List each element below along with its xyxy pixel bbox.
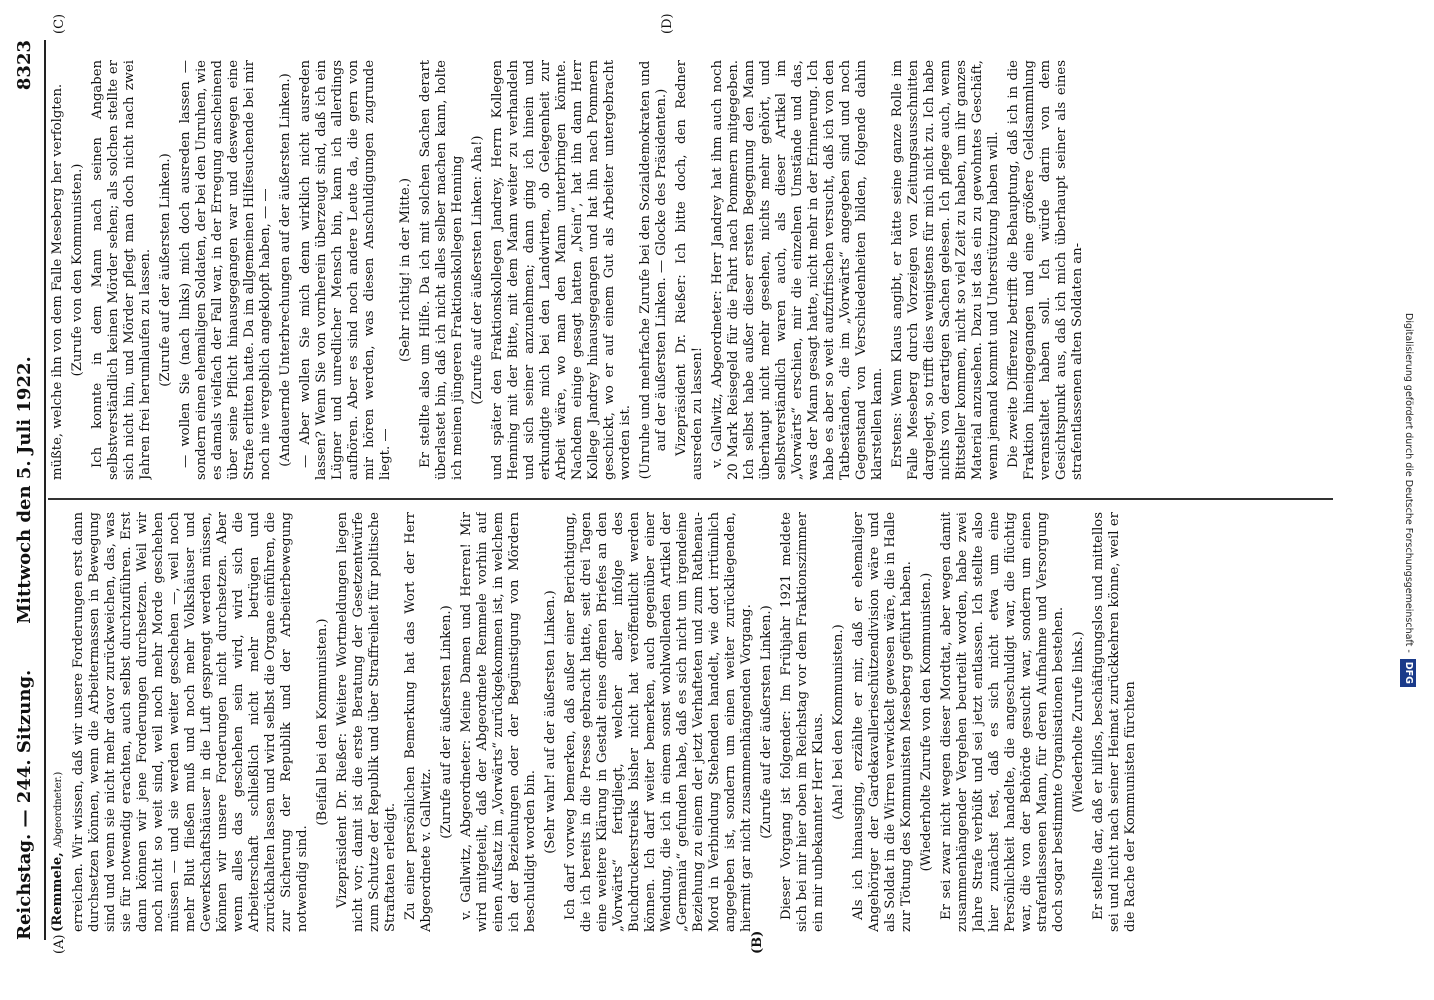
- header-left: Reichstag. — 244. Sitzung.: [14, 669, 35, 940]
- paragraph: Dieser Vorgang ist folgender: Im Frühjahr 1921 meldete sich bei mir hier oben im Reichstag vor dem Fraktionszimmer ein mir unbekannter Herr Klaus.: [779, 512, 826, 932]
- right-column: [50, 60, 1330, 480]
- paragraph: — wollen Sie (nach links) mich doch ausreden lassen — sondern einen ehemaligen Soldaten, der bei den Unruhen, wie es damals vielfach der Fall war, in der Erregung anscheinend über seine Pflicht hinausgegangen war und deswegen eine Strafe erlitten hatte. Da im allgemeinen Hilfesuchende bei mir noch nie vergeblich angeklopft haben, — —: [178, 60, 273, 480]
- paragraph: Die zweite Differenz betrifft die Behauptung, daß ich in die Fraktion hineingegangen und eine größere Geldsammlung veranstaltet haben soll. Ich würde darin von dem Gesichtspunkt aus, daß ich mich überhaupt seiner als eines strafentlassenen alten Soldaten an-: [1006, 60, 1085, 480]
- interjection: (Wiederholte Zurufe von den Kommunisten.): [919, 572, 934, 872]
- paragraph: — Aber wollen Sie mich denn wirklich nicht ausreden lassen? Wenn Sie von vornherein überzeugt sind, daß ich ein Lügner und unredlicher Mensch bin, kann ich allerdings aufhören. Aber es sind noch andere Leute da, die gern von mir hören werden, was diesen Anschuldigungen zugrunde liegt. —: [298, 60, 393, 480]
- left-column: [50, 512, 1330, 932]
- margin-mark-d: (D): [660, 13, 675, 34]
- running-header: [14, 40, 40, 940]
- paragraph: Er stellte also um Hilfe. Da ich mit solchen Sachen derart überlastet bin, daß ich nicht alles selber machen kann, holte ich meinen jüngeren Fraktionskollegen Henning: [418, 60, 465, 480]
- paragraph: Er sei zwar nicht wegen dieser Mordtat, aber wegen damit zusammenhängender Vergehen beurteilt worden, habe zwei Jahre Strafe verbüßt und sei jetzt entlassen. Ich stellte also hier zunächst fest, daß es sich nicht etwa um eine Persönlichkeit handelte, die angeschuldigt war, die flüchtig war, die von der Behörde gesucht war, sondern um einen strafentlassenen Mann, für deren Aufnahme und Versorgung doch sogar bestimmte Organisationen bestehen.: [939, 512, 1066, 932]
- paragraph: erreichen. Wir wissen, daß wir unsere Forderungen erst dann durchsetzen können, wenn die Arbeitermassen in Bewegung sind und wenn sie nicht mehr davor zurückweichen, das, was sie für notwendig erachten, auch selbst durchzuführen. Erst dann können wir jene Forderungen durchsetzen. Weil wir noch nicht so weit sind, weil noch mehr Morde geschehen müssen — und sie werden weiter geschehen —, weil noch mehr Blut fließen muß und noch mehr Volkshäuser und Gewerkschaftshäuser in die Luft gesprengt werden müssen, können wir unsere Forderungen nicht durchsetzen. Aber wenn alles das geschehen sein wird, wird sich die Arbeiterschaft schließlich nicht mehr betrügen und zurückhalten lassen und wird selbst die Organe einführen, die zur Sicherung der Republik und der Arbeiterbewegung notwendig sind.: [71, 512, 310, 932]
- interjection: (Sehr wahr! auf der äußersten Linken.): [543, 590, 558, 854]
- paragraph: Als ich hinausging, erzählte er mir, daß er ehemaliger Angehöriger der Gardekavallerieschützendivision wäre und als Soldat in die Wirren verwickelt gewesen wäre, die in Halle zur Tötung des Kommunisten Meseberg geführt haben.: [851, 512, 914, 932]
- paragraph: müßte, welche ihn von dem Falle Meseberg her verfolgten.: [50, 83, 65, 480]
- margin-mark-a: (A): [52, 934, 67, 954]
- interjection: (Sehr richtig! in der Mitte.): [398, 178, 413, 362]
- header-date: Mittwoch den 5. Juli 1922.: [14, 356, 35, 624]
- interjection: (Wiederholte Zurufe links.): [1071, 631, 1086, 813]
- paragraph: v. Gallwitz, Abgeordneter: Meine Damen und Herren! Mir wird mitgeteilt, daß der Abgeordnete Remmele vorhin auf einen Aufsatz im „Vorwärts“ zurückgekommen ist, in welchem ich der Beziehungen oder der Begünstigung von Mördern beschuldigt worden bin.: [459, 512, 538, 932]
- interjection: (Zurufe auf der äußersten Linken.): [759, 605, 774, 839]
- interjection: (Zurufe auf der äußersten Linken.): [158, 153, 173, 387]
- interjection: (Zurufe auf der äußersten Linken: Aha!): [470, 135, 485, 405]
- interjection: (Zurufe auf der äußersten Linken.): [439, 605, 454, 839]
- interjection: (Unruhe und mehrfache Zurufe bei den Sozialdemokraten und auf der äußersten Linken. — Glocke des Präsidenten.): [638, 60, 669, 480]
- paragraph: v. Gallwitz, Abgeordneter: Herr Jandrey hat ihm auch noch 20 Mark Reisegeld für die Fahrt nach Pommern mitgegeben. Ich selbst habe außer dieser ersten Begegnung den Mann überhaupt nicht mehr gesehen, nichts mehr gehört, und selbstverständlich waren auch, als dieser Artikel im „Vorwärts“ erschien, mir die einzelnen Umstände und das, was der Mann gesagt hatte, nicht mehr in der Erinnerung. Ich habe es aber so weit aufzufrischen versucht, daß ich von den Tatbeständen, die im „Vorwärts“ angegeben sind und noch Gegenstand von Verschiedenheiten bilden, folgende dahin klarstellen kann.: [710, 60, 885, 480]
- paragraph: Ich konnte in dem Mann nach seinen Angaben selbstverständlich keinen Mörder sehen; als solchen stellte er sich nicht hin, und Mörder pflegt man doch nicht nach zwei Jahren frei herumlaufen zu lassen.: [90, 60, 153, 480]
- margin-mark-c: (C): [52, 13, 67, 34]
- paragraph: Ich darf vorweg bemerken, daß außer einer Berichtigung, die ich bereits in die Presse gebracht hatte, seit drei Tagen eine weitere Klärung in Gestalt eines offenen Briefes an den „Vorwärts“ fertigliegt, welcher aber infolge des Buchdruckerstreiks bisher nicht hat veröffentlicht werden können. Ich darf weiter bemerken, auch gegenüber einer Wendung, die ich in einem sonst wohlwollenden Artikel der „Germania“ gefunden habe, daß es sich nicht um irgendeine Beziehung zu einem der jetzt Verhafteten und zum Rathenau-Mord in Verbindung Stehenden handelt, wie dort irrtümlich angegeben ist, sondern um einen weiter zurückliegenden, hiermit gar nicht zusammenhängenden Vorgang.: [563, 512, 754, 932]
- interjection: (Andauernde Unterbrechungen auf der äußersten Linken.): [278, 73, 293, 467]
- digitization-note: [1400, 0, 1416, 1000]
- margin-mark-b: (B): [750, 930, 765, 954]
- dfg-logo: DFG: [1400, 659, 1416, 687]
- interjection: (Zurufe von den Kommunisten.): [70, 163, 85, 377]
- column-divider: [48, 499, 1333, 501]
- paragraph: Vizepräsident Dr. Rießer: Weitere Wortmeldungen liegen nicht vor; damit ist die erste Beratung der Gesetzentwürfe zum Schutze der Republik und über Straffreiheit für politische Straftaten erledigt.: [335, 512, 398, 932]
- paragraph: Erstens: Wenn Klaus angibt, er hätte seine ganze Rolle im Falle Meseberg durch Vorzeigen von Zeitungsausschnitten dargelegt, so trifft dies wenigstens für mich nicht zu. Ich habe nichts von derartigen Sachen gelesen. Ich pflege auch, wenn Bittsteller kommen, nicht so viel Zeit zu haben, um ihr ganzes Material anzusehen. Dazu ist das ein zu gewohntes Geschäft, wenn jemand kommt und Unterstützung haben will.: [890, 60, 1001, 480]
- speaker-continuation: (Remmele, Abgeordneter.): [50, 771, 65, 932]
- page-number: 8323: [14, 40, 35, 91]
- interjection: (Aha! bei den Kommunisten.): [831, 624, 846, 820]
- paragraph: Er stellte dar, daß er hilflos, beschäftigungslos und mittellos sei und nicht nach seiner Heimat zurückkehren könne, weil er die Rache der Kommunisten fürchten: [1091, 512, 1138, 932]
- digitization-text: Digitalisierung gefördert durch die Deutsche Forschungsgemeinschaft -: [1403, 313, 1414, 653]
- paragraph: Zu einer persönlichen Bemerkung hat das Wort der Herr Abgeordnete v. Gallwitz.: [403, 512, 434, 932]
- header-rule: [44, 40, 46, 940]
- paragraph: und später den Fraktionskollegen Jandrey, Herrn Kollegen Henning mit der Bitte, mit dem Mann weiter zu verhandeln und sich seiner anzunehmen; dann ging ich hinein und erkundigte mich bei den Landwirten, ob Gelegenheit zur Arbeit wäre, wo man den Mann unterbringen könnte. Nachdem einige gesagt hatten „Nein“, hat ihn dann Herr Kollege Jandrey hinausgegangen und hat ihn nach Pommern geschickt, wo er auf einem Gut als Arbeiter untergebracht worden ist.: [490, 60, 633, 480]
- paragraph: Vizepräsident Dr. Rießer: Ich bitte doch, den Redner ausreden zu lassen!: [674, 60, 705, 480]
- interjection: (Beifall bei den Kommunisten.): [315, 618, 330, 826]
